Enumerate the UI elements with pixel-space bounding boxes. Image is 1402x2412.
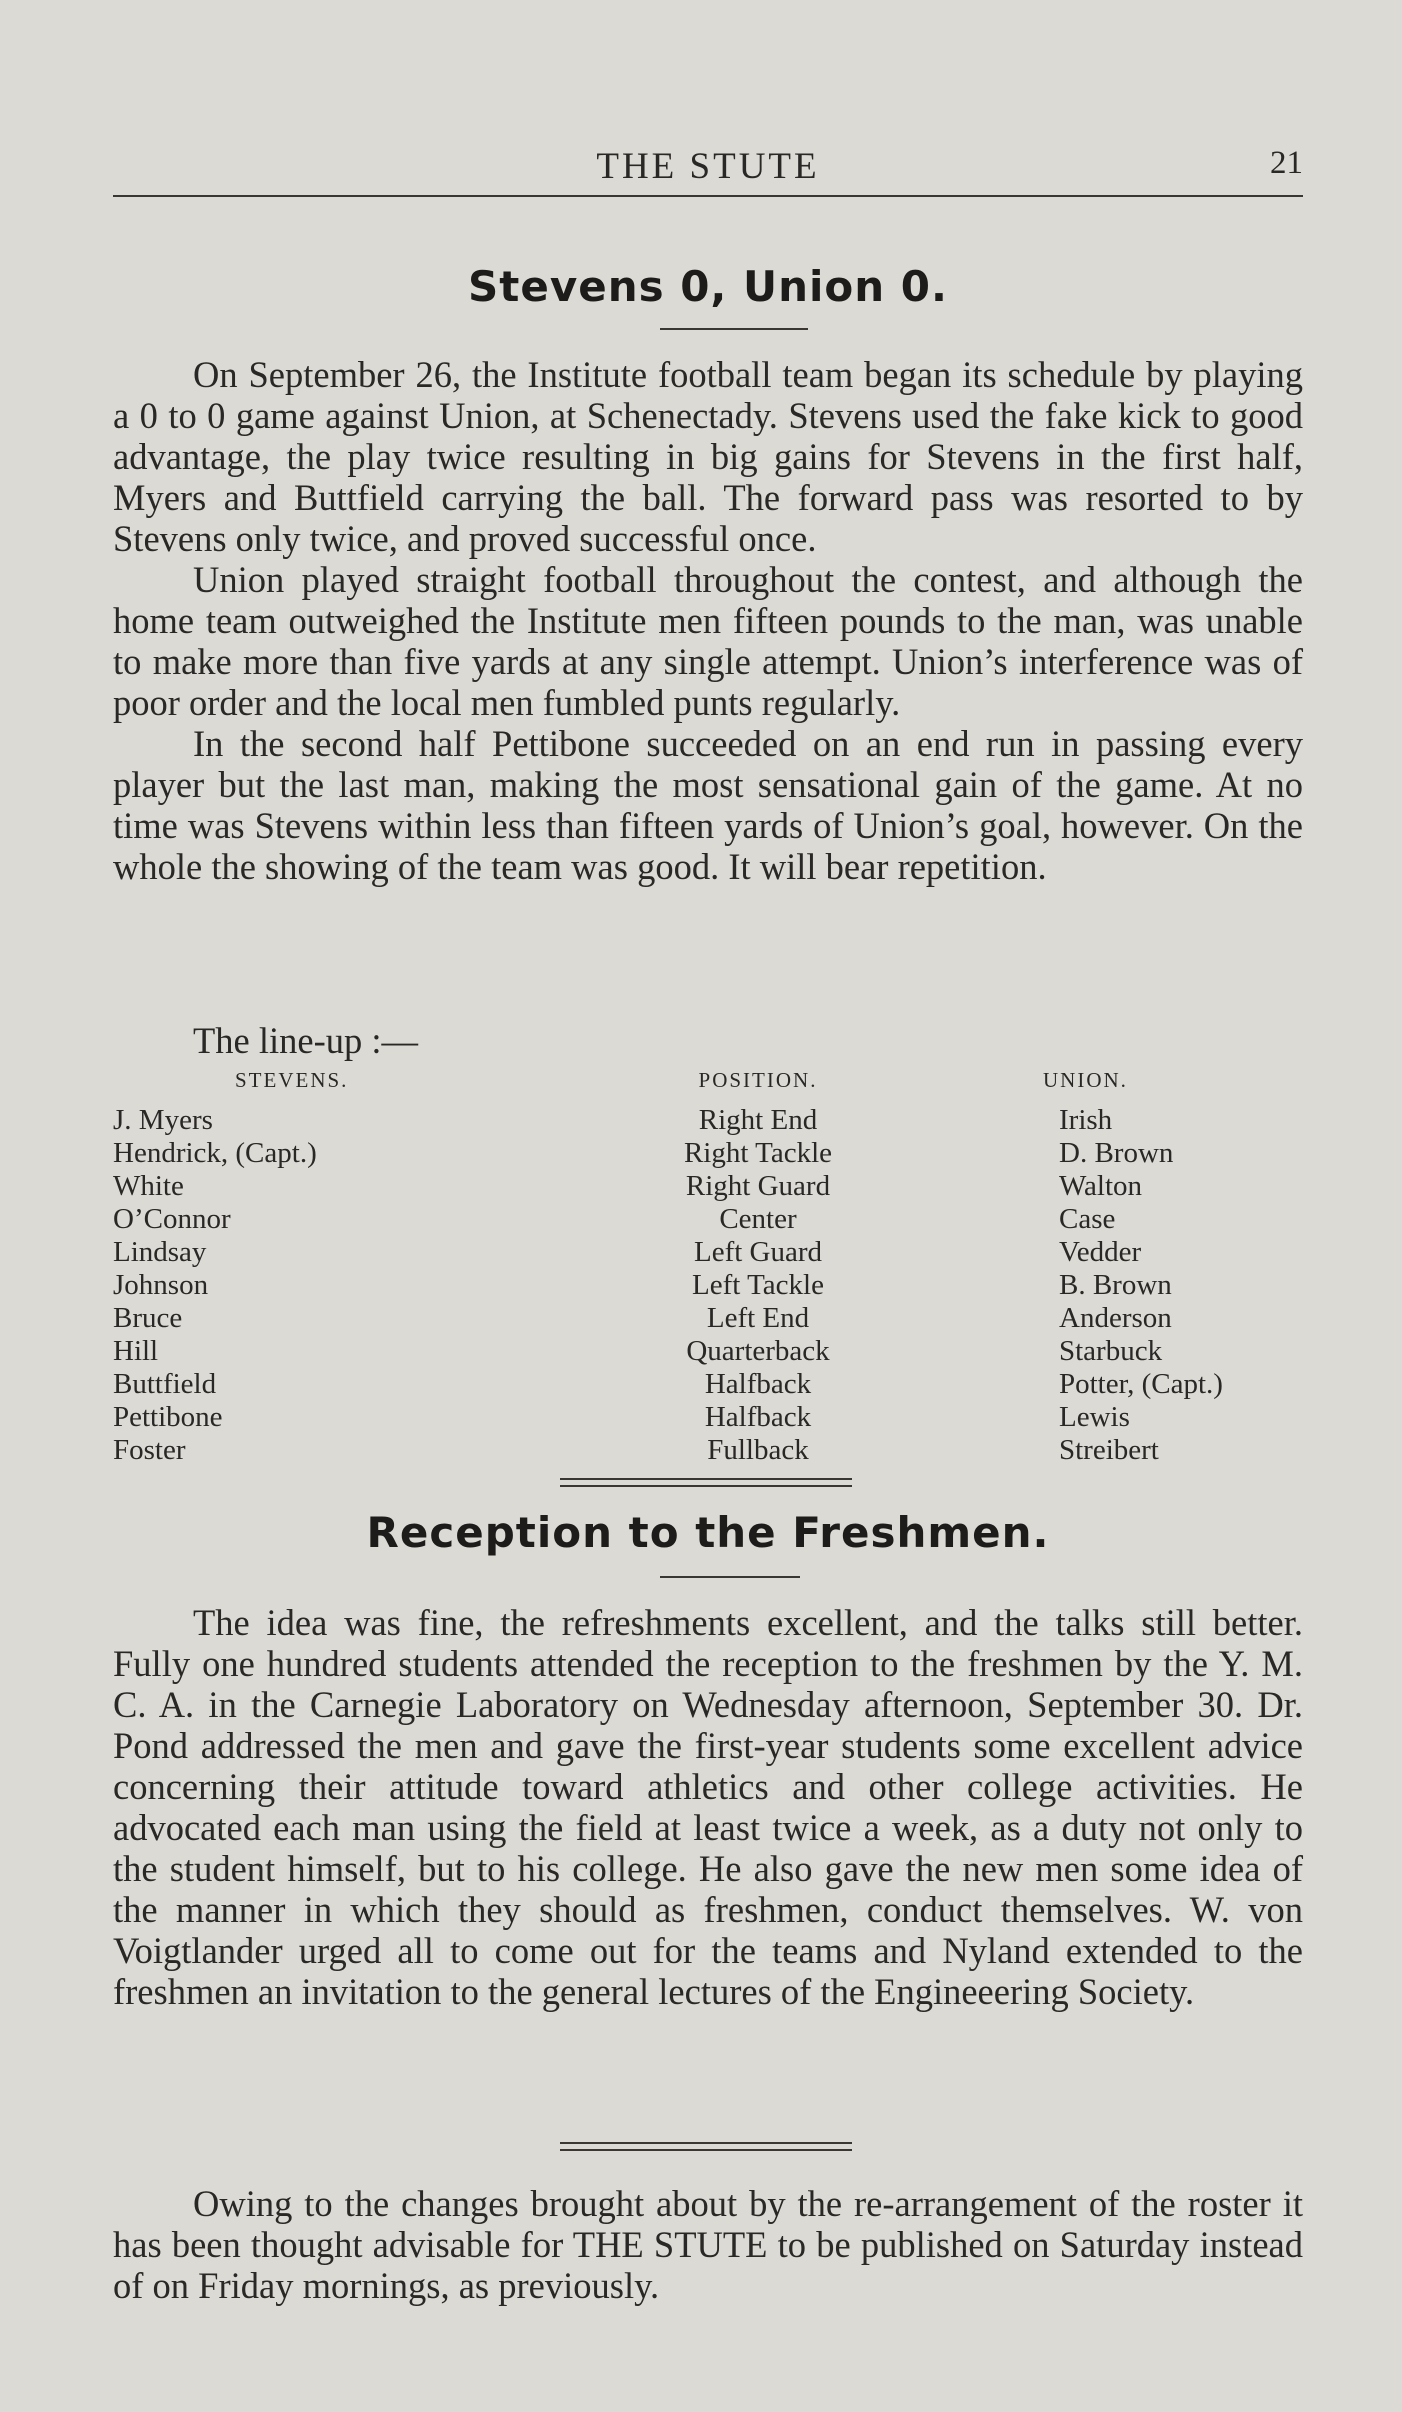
lineup-cell-position: Left End <box>706 1302 810 1334</box>
lineup-cell-stevens: J. Myers <box>113 1104 213 1136</box>
lineup-row <box>113 1401 1303 1434</box>
lineup-header-position: POSITION. <box>698 1068 818 1092</box>
lineup-cell-stevens: Foster <box>113 1434 186 1466</box>
lineup-row <box>113 1434 1303 1467</box>
lineup-cell-position: Left Guard <box>693 1236 823 1268</box>
section-divider <box>560 1478 852 1487</box>
lineup-intro: The line-up :— <box>193 1020 419 1061</box>
lineup-cell-union: Vedder <box>1059 1236 1142 1268</box>
section-divider <box>560 2142 852 2151</box>
paragraph: Owing to the changes brought about by the re-arrangement of the roster it has been thought advisable for THE STUTE to be published on Saturday instead of on Friday mornings, as previously. <box>113 2183 1303 2306</box>
lineup-cell-stevens: Lindsay <box>113 1236 207 1268</box>
lineup-rows <box>113 1104 1303 1467</box>
lineup-row <box>113 1302 1303 1335</box>
paragraph: The idea was fine, the refreshments excellent, and the talks still better. Fully one hundred students attended the reception to the freshmen by the Y. M. C. A. in the Carnegie Laboratory on Wednesday afternoon, September 30. Dr. Pond addressed the men and gave the first-year students some excellent advice concerning their attitude toward athletics and other college activities. He advocated each man using the field at least twice a week, as a duty not only to the student himself, but to his college. He also gave the new men some idea of the manner in which they should as freshmen, conduct themselves. W. von Voigtlander urged all to come out for the teams and Nyland extended to the freshmen an invitation to the general lectures of the Engineeering Society. <box>113 1602 1303 2012</box>
lineup-cell-union: Lewis <box>1059 1401 1130 1433</box>
lineup-header-stevens: STEVENS. <box>235 1068 349 1092</box>
paragraph: In the second half Pettibone succeeded on an end run in passing every player but the last man, making the most sensational gain of the game. At no time was Stevens within less than fifteen yards of Union’s goal, however. On the whole the showing of the team was good. It will bear repetition. <box>113 723 1303 887</box>
lineup-cell-union: Streibert <box>1059 1434 1159 1466</box>
article-heading-reception: Reception to the Freshmen. <box>366 1508 1050 1557</box>
lineup-cell-position: Halfback <box>704 1368 812 1400</box>
article-heading-stevens-union: Stevens 0, Union 0. <box>468 262 948 311</box>
lineup-row <box>113 1335 1303 1368</box>
lineup-cell-position: Left Tackle <box>692 1269 824 1301</box>
lineup-row <box>113 1203 1303 1236</box>
lineup-header-row <box>113 1068 1303 1104</box>
paragraph: Union played straight football throughout the contest, and although the home team outweighed the Institute men fifteen pounds to the man, was unable to make more than five yards at any single attempt. Union’s interference was of poor order and the local men fumbled punts regularly. <box>113 559 1303 723</box>
lineup-row <box>113 1137 1303 1170</box>
lineup-cell-position: Right Guard <box>685 1170 831 1202</box>
lineup-cell-union: Starbuck <box>1059 1335 1163 1367</box>
lineup-cell-union: B. Brown <box>1059 1269 1172 1301</box>
heading-underline <box>660 328 808 330</box>
lineup-cell-stevens: O’Connor <box>113 1203 231 1235</box>
lineup-row <box>113 1368 1303 1401</box>
lineup-cell-position: Right End <box>698 1104 818 1136</box>
lineup-cell-position: Quarterback <box>686 1335 830 1367</box>
lineup-cell-position: Fullback <box>707 1434 809 1466</box>
lineup-row <box>113 1269 1303 1302</box>
article-reception-body <box>113 1602 1303 2012</box>
lineup-cell-stevens: White <box>113 1170 184 1202</box>
lineup-header-union: UNION. <box>1043 1068 1128 1092</box>
lineup-cell-position: Halfback <box>704 1401 812 1433</box>
lineup-cell-union: Irish <box>1059 1104 1113 1136</box>
heading-underline <box>660 1576 800 1578</box>
lineup-cell-stevens: Buttfield <box>113 1368 217 1400</box>
lineup-cell-union: Potter, (Capt.) <box>1059 1368 1223 1400</box>
lineup-row <box>113 1236 1303 1269</box>
publication-title: THE STUTE <box>596 146 820 187</box>
lineup-cell-stevens: Hill <box>113 1335 159 1367</box>
lineup-cell-stevens: Pettibone <box>113 1401 223 1433</box>
lineup-cell-stevens: Bruce <box>113 1302 183 1334</box>
lineup-cell-position: Center <box>719 1203 797 1235</box>
lineup-cell-union: Case <box>1059 1203 1116 1235</box>
lineup-cell-union: Anderson <box>1059 1302 1172 1334</box>
lineup-row <box>113 1170 1303 1203</box>
schedule-notice <box>113 2183 1303 2306</box>
paragraph: On September 26, the Institute football team began its schedule by playing a 0 to 0 game against Union, at Schenectady. Stevens used the fake kick to good advantage, the play twice resulting in big gains for Stevens in the first half, Myers and Buttfield carrying the ball. The forward pass was resorted to by Stevens only twice, and proved successful once. <box>113 354 1303 559</box>
page-number: 21 <box>1270 145 1303 181</box>
lineup-cell-stevens: Johnson <box>113 1269 209 1301</box>
lineup-cell-position: Right Tackle <box>683 1137 833 1169</box>
running-header <box>113 145 1303 197</box>
article-stevens-union-body <box>113 354 1303 887</box>
lineup-cell-union: D. Brown <box>1059 1137 1174 1169</box>
lineup-table <box>113 1068 1303 1467</box>
lineup-row <box>113 1104 1303 1137</box>
lineup-cell-stevens: Hendrick, (Capt.) <box>113 1137 317 1169</box>
lineup-cell-union: Walton <box>1059 1170 1143 1202</box>
